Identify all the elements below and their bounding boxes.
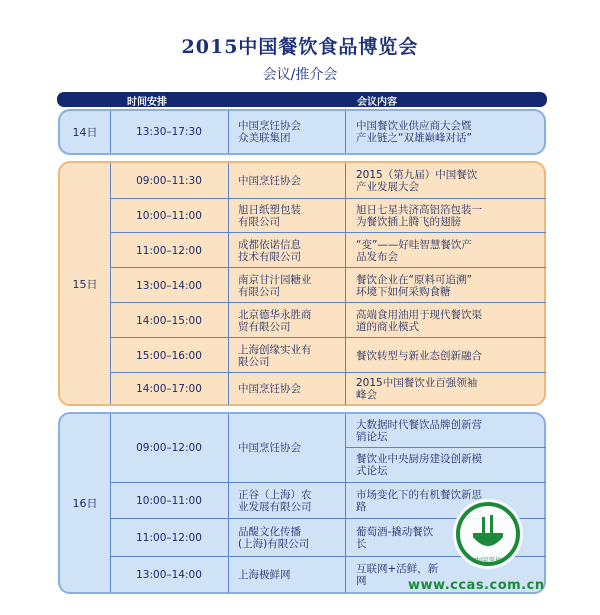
topic-cell: 餐饮业中央厨房建设创新模 式论坛 [356,453,482,477]
table-row [110,372,546,405]
org-cell: 中国烹饪协会 [228,163,346,198]
time-cell: 14:00–15:00 [110,303,229,338]
day-label: 14日 [60,111,111,153]
topic-cell: 葡萄酒-撬动餐饮 长 [356,526,434,550]
org-cell: 上海创缘实业有 限公司 [228,338,346,373]
topic-cell: 2015中国餐饮业百强领袖 峰会 [356,377,478,401]
topic-cell: 餐饮转型与新业态创新融合 [356,349,482,362]
topic-cell: 高端食用油用于现代餐饮渠 道的商业模式 [356,308,482,333]
table-row [110,414,546,482]
org-cell: 成都依诺信息 技术有限公司 [228,233,346,268]
time-cell: 13:00–14:00 [110,268,229,303]
day-label: 16日 [60,414,111,592]
day-label: 15日 [60,163,111,404]
time-cell: 10:00–11:00 [110,483,229,519]
header-content: 会议内容 [357,97,397,108]
topic-cell: “变”——好哇智慧餐饮产 品发布会 [356,238,472,263]
topic-cell: 2015（第九届）中国餐饮 产业发展大会 [356,168,478,193]
table-row [110,337,546,373]
topic-cell: 大数据时代餐饮品牌创新营 销论坛 [346,414,546,448]
org-cell: 正谷（上海）农 业发展有限公司 [228,483,346,519]
logo-text: 中国烹协 [474,557,502,565]
website-url[interactable]: www.ccas.com.cn [408,578,545,593]
table-row [110,302,546,338]
table-header [57,92,547,107]
logo-chopstick [482,517,485,533]
ccas-logo [451,497,525,571]
day-14-section [58,109,546,155]
time-cell: 13:30–17:30 [110,111,229,153]
org-cell: 旭日纸塑包装 有限公司 [228,199,346,233]
org-cell: 上海极鲜网 [228,557,346,593]
topic-cell: 市场变化下的有机餐饮新思 路 [356,489,482,513]
topic-cell: 中国餐饮业供应商大会暨 产业链之“双雄巅峰对话” [356,120,472,144]
time-cell: 13:00–14:00 [110,557,229,593]
table-row [110,198,546,233]
page-subtitle: 会议/推介会 [262,67,338,83]
time-cell: 11:00–12:00 [110,233,229,268]
time-cell: 09:00–12:00 [110,414,229,482]
org-cell: 中国烹饪协会 [228,373,346,405]
table-row [110,232,546,268]
time-cell: 11:00–12:00 [110,519,229,557]
time-cell: 15:00–16:00 [110,338,229,373]
org-cell: 北京德华永胜商 贸有限公司 [228,303,346,338]
org-cell: 中国烹饪协会 众美联集团 [228,111,346,153]
org-cell: 中国烹饪协会 [228,414,346,482]
page-title: 2015中国餐饮食品博览会 [181,36,419,58]
table-row [110,163,546,198]
topic-cell: 旭日七星共济高铝箔包装一 为餐饮插上腾飞的翅膀 [356,204,482,228]
logo-chopstick [490,515,493,533]
time-cell: 09:00–11:30 [110,163,229,198]
day-15-section [58,161,546,406]
org-cell: 品醍文化传播 (上海)有限公司 [228,519,346,557]
table-row [110,111,546,153]
topic-cell: 互联网+活鲜，新 网 [356,563,439,587]
header-time: 时间安排 [127,97,167,108]
table-row [110,267,546,303]
topic-cell: 餐饮企业在“原料可追溯” 环境下如何采购食糖 [356,273,472,298]
time-cell: 10:00–11:00 [110,199,229,233]
org-cell: 南京甘汁园糖业 有限公司 [228,268,346,303]
time-cell: 14:00–17:00 [110,373,229,405]
